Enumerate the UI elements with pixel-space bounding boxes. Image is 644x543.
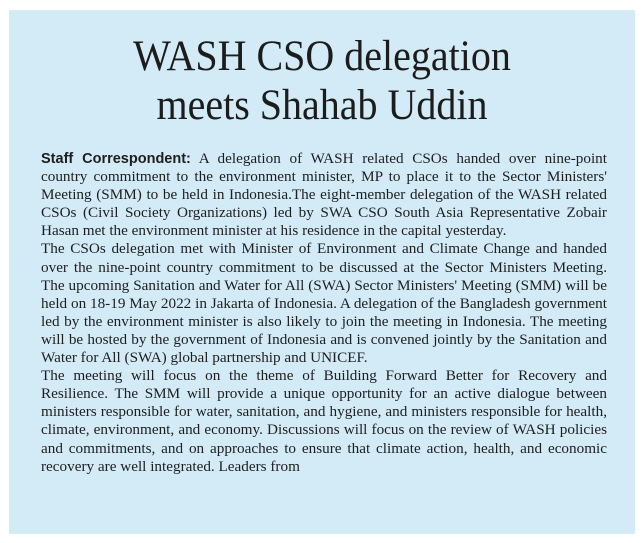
headline-line-1: WASH CSO delegation bbox=[133, 33, 511, 80]
byline: Staff Correspondent: bbox=[41, 151, 191, 167]
article-body bbox=[41, 150, 607, 476]
paragraph-3: The meeting will focus on the theme of Building Forward Better for Recovery and Resilience. The SMM will provide a unique opportunity for an active dialogue between ministers responsible for water, sanitation, and hygiene, and ministers responsible for health, climate, environment, and economy. Discussions will focus on the review of WASH policies and commitments, and on approaches to ensure that climate action, health, and economic recovery are well integrated. Leaders from bbox=[41, 367, 607, 475]
paragraph-1 bbox=[41, 150, 607, 240]
headline-line-2: meets Shahab Uddin bbox=[156, 82, 488, 129]
headline bbox=[31, 10, 613, 130]
paragraph-1-text: A delegation of WASH related CSOs handed over nine-point country commitment to the environment minister, MP to place it to the Sector Ministers' Meeting (SMM) to be held in Indonesia.The eight-member delegation of the WASH related CSOs (Civil Society Organizations) led by SWA CSO South Asia Representative Zobair Hasan met the environment minister at his residence in the capital yesterday. bbox=[41, 150, 607, 240]
paragraph-2: The CSOs delegation met with Minister of Environment and Climate Change and handed over the nine-point country commitment to be discussed at the Sector Ministers Meeting. The upcoming Sanitation and Water for All (SWA) Sector Ministers' Meeting (SMM) will be held on 18-19 May 2022 in Jakarta of Indonesia. A delegation of the Bangladesh government led by the environment minister is also likely to join the meeting in Indonesia. The meeting will be hosted by the government of Indonesia and is convened jointly by the Sanitation and Water for All (SWA) global partnership and UNICEF. bbox=[41, 240, 607, 367]
newspaper-clipping bbox=[9, 10, 635, 534]
